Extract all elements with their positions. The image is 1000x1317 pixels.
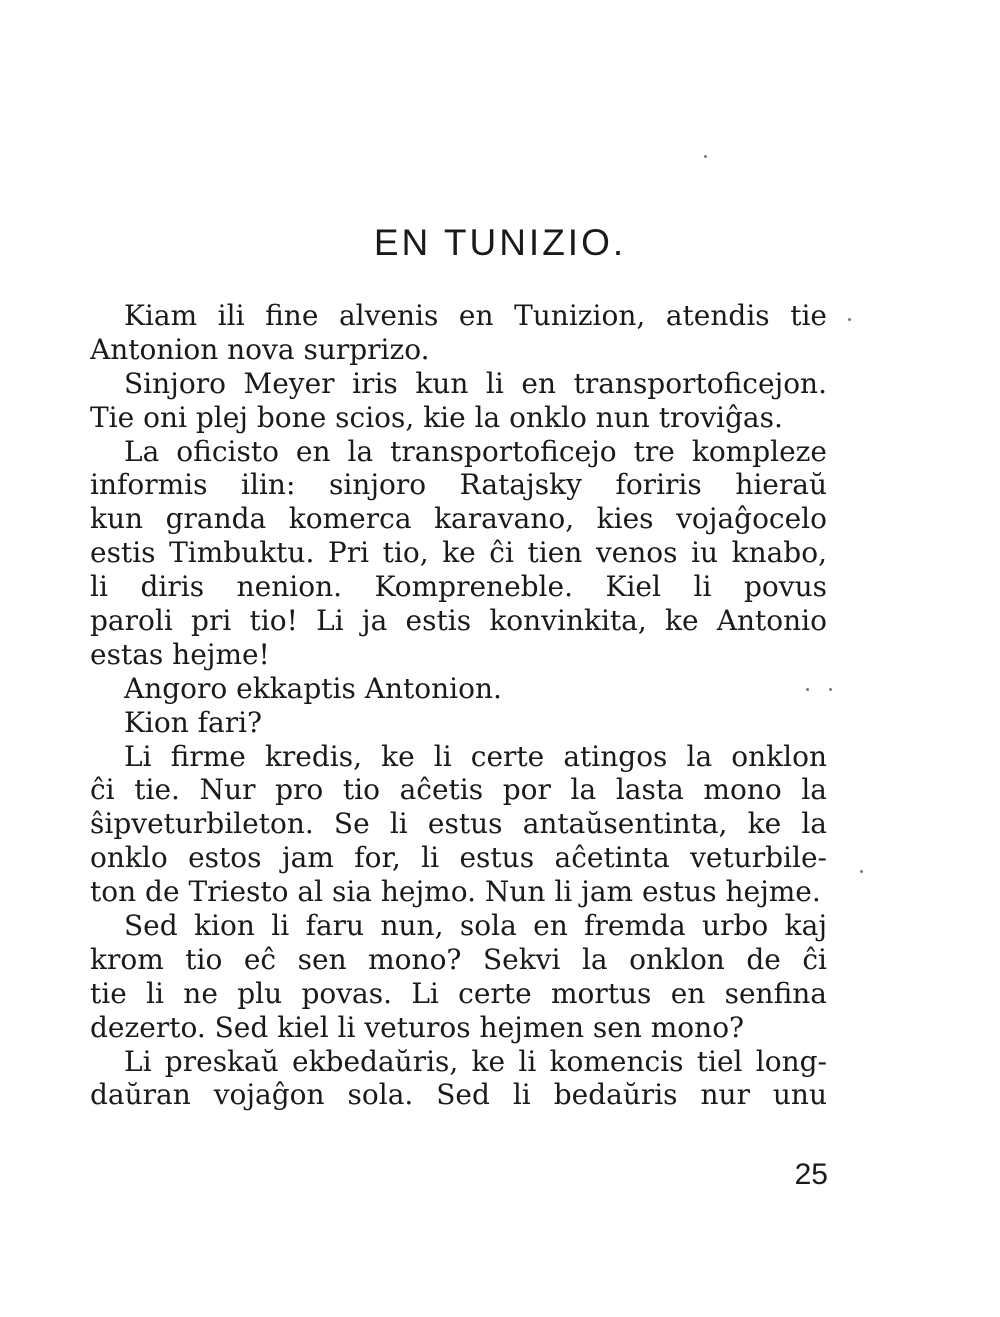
text-line: estas hejme! bbox=[90, 637, 270, 671]
chapter-title: EN TUNIZIO. bbox=[373, 222, 627, 263]
page-number: 25 bbox=[794, 1158, 828, 1191]
text-line: Tie oni plej bone scios, kie la onklo nun troviĝas. bbox=[90, 400, 783, 434]
text-line: tie li ne plu povas. Li certe mortus en senfina bbox=[90, 976, 827, 1010]
scan-speck bbox=[704, 155, 707, 158]
text-line: estis Timbuktu. Pri tio, ke ĉi tien venos iu knabo, bbox=[90, 536, 827, 570]
text-line: ŝipveturbileton. Se li estus antaŭsentinta, ke la bbox=[90, 807, 827, 841]
text-line: Li preskaŭ ekbedaŭris, ke li komencis tiel long- bbox=[124, 1044, 827, 1078]
text-line: Kion fari? bbox=[124, 705, 263, 739]
text-line: Kiam ili fine alvenis en Tunizion, atendis tie bbox=[124, 299, 827, 332]
text-line: Sed kion li faru nun, sola en fremda urbo kaj bbox=[124, 909, 827, 943]
scan-speck bbox=[848, 318, 851, 321]
text-line: Angoro ekkaptis Antonion. bbox=[124, 671, 502, 705]
text-line: Sinjoro Meyer iris kun li en transportoficejon. bbox=[124, 366, 827, 400]
text-line: kun granda komerca karavano, kies vojaĝocelo bbox=[90, 502, 827, 536]
text-line: daŭran vojaĝon sola. Sed li bedaŭris nur unu bbox=[90, 1078, 827, 1112]
scan-speck bbox=[806, 688, 809, 691]
text-line: ĉi tie. Nur pro tio aĉetis por la lasta mono la bbox=[90, 773, 827, 807]
text-line: La oficisto en la transportoficejo tre kompleze bbox=[124, 434, 827, 468]
text-line: ton de Triesto al sia hejmo. Nun li jam estus hejme. bbox=[90, 875, 821, 909]
text-line: dezerto. Sed kiel li veturos hejmen sen mono? bbox=[90, 1010, 745, 1044]
text-line: krom tio eĉ sen mono? Sekvi la onklon de ĉi bbox=[90, 942, 827, 976]
text-line: paroli pri tio! Li ja estis konvinkita, ke Antonio bbox=[90, 604, 827, 638]
scan-speck bbox=[860, 870, 863, 873]
body-text bbox=[90, 299, 827, 1112]
text-line: onklo estos jam for, li estus aĉetinta veturbile- bbox=[90, 841, 827, 875]
text-line: informis ilin: sinjoro Ratajsky foriris hieraŭ bbox=[90, 468, 827, 502]
text-line: Li firme kredis, ke li certe atingos la onklon bbox=[124, 739, 827, 773]
text-line: Antonion nova surprizo. bbox=[90, 332, 430, 366]
text-line: li diris nenion. Kompreneble. Kiel li povus bbox=[90, 570, 827, 604]
scan-speck bbox=[829, 688, 832, 691]
